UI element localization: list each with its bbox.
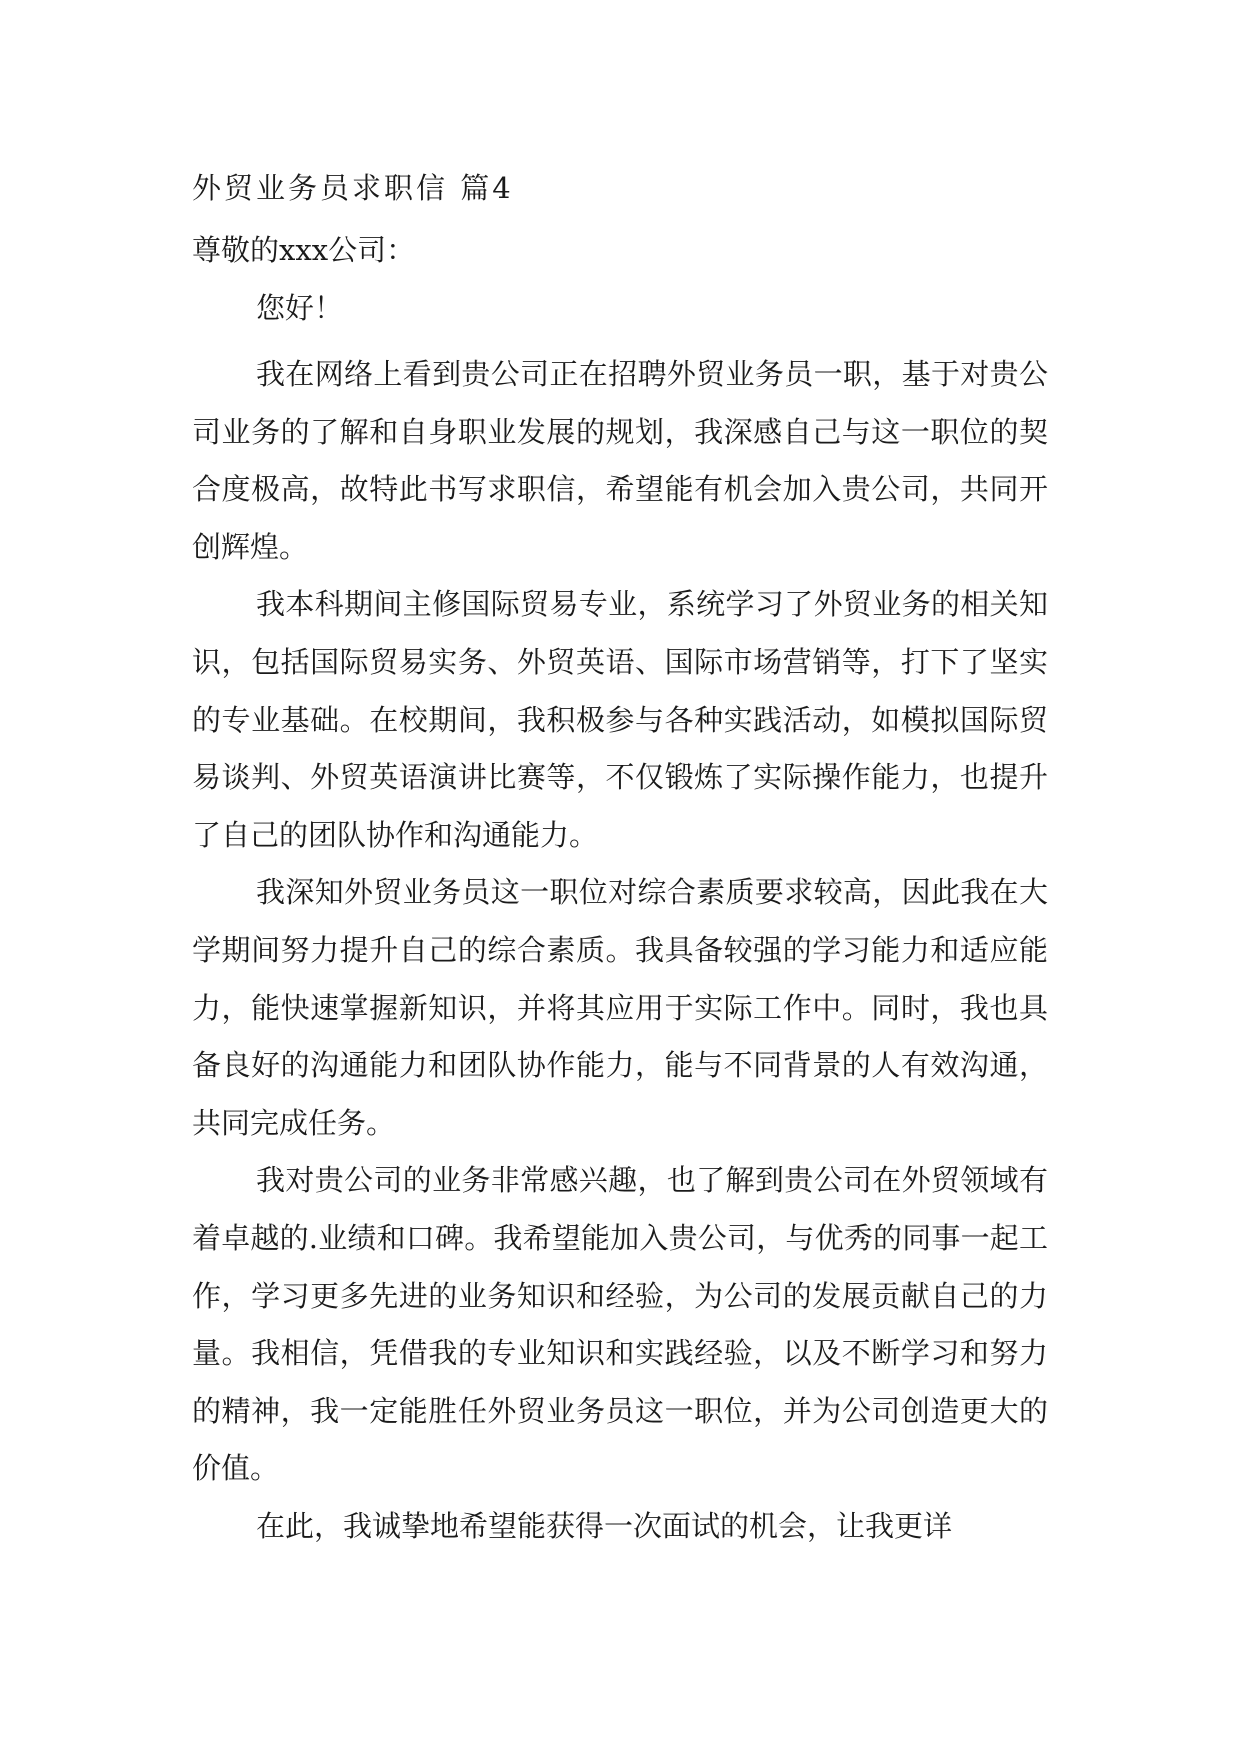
letter-greeting: 您好！ <box>256 291 344 325</box>
body-paragraph-2: 我本科期间主修国际贸易专业，系统学习了外贸业务的相关知识，包括国际贸易实务、外贸英语、国际市场营销等，打下了坚实的专业基础。在校期间，我积极参与各种实践活动，如模拟国际贸易谈判、外贸英语演讲比赛等，不仅锻炼了实际操作能力，也提升了自己的团队协作和沟通能力。 <box>192 587 1048 852</box>
body-paragraph-3: 我深知外贸业务员这一职位对综合素质要求较高，因此我在大学期间努力提升自己的综合素质。我具备较强的学习能力和适应能力，能快速掌握新知识，并将其应用于实际工作中。同时，我也具备良好的沟通能力和团队协作能力，能与不同背景的人有效沟通，共同完成任务。 <box>192 875 1048 1140</box>
body-paragraph-5: 在此，我诚挚地希望能获得一次面试的机会，让我更详 <box>256 1508 953 1543</box>
body-paragraph-1: 我在网络上看到贵公司正在招聘外贸业务员一职，基于对贵公司业务的了解和自身职业发展的规划，我深感自己与这一职位的契合度极高，故特此书写求职信，希望能有机会加入贵公司，共同开创辉煌。 <box>192 357 1048 564</box>
letter-page <box>192 160 1048 1555</box>
letter-title: 外贸业务员求职信 篇4 <box>192 171 514 205</box>
body-paragraph-4: 我对贵公司的业务非常感兴趣，也了解到贵公司在外贸领域有着卓越的.业绩和口碑。我希望能加入贵公司，与优秀的同事一起工作，学习更多先进的业务知识和经验，为公司的发展贡献自己的力量。我相信，凭借我的专业知识和实践经验，以及不断学习和努力的精神，我一定能胜任外贸业务员这一职位，并为公司创造更大的价值。 <box>192 1163 1048 1486</box>
letter-salutation: 尊敬的xxx公司： <box>192 233 416 267</box>
